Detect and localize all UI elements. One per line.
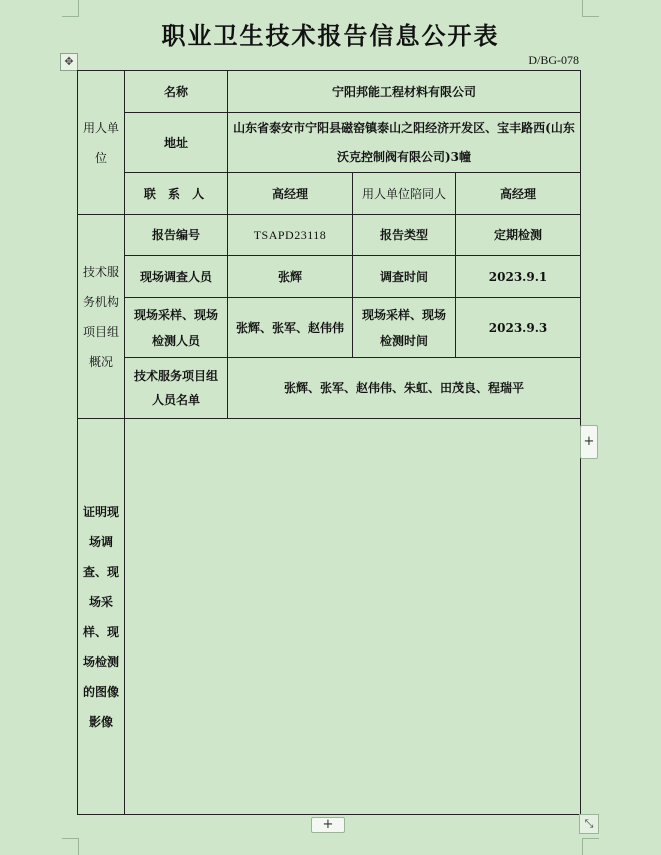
page-corner-mark	[62, 0, 79, 17]
sampling-time-label: 现场采样、现场检测时间	[353, 298, 456, 358]
evidence-image-area[interactable]	[125, 419, 581, 815]
page-corner-mark	[62, 838, 79, 855]
members-label: 技术服务项目组人员名单	[125, 358, 228, 419]
name-label: 名称	[125, 71, 228, 113]
page-corner-mark	[582, 0, 599, 17]
survey-staff-value[interactable]: 张辉	[228, 256, 353, 298]
add-column-icon[interactable]: +	[580, 425, 598, 459]
contact-label: 联 系 人	[125, 173, 228, 215]
address-value[interactable]: 山东省泰安市宁阳县磁窑镇泰山之阳经济开发区、宝丰路西(山东沃克控制阀有限公司)3幢	[228, 113, 581, 173]
page-corner-mark	[582, 838, 599, 855]
sampling-time-value[interactable]: 2023.9.3	[456, 298, 581, 358]
escort-value[interactable]: 高经理	[456, 173, 581, 215]
survey-time-label: 调查时间	[353, 256, 456, 298]
sampling-staff-value[interactable]: 张辉、张军、赵伟伟	[228, 298, 353, 358]
escort-label: 用人单位陪同人	[353, 173, 456, 215]
report-no-label: 报告编号	[125, 215, 228, 256]
table-resize-icon[interactable]: ⤡	[579, 814, 599, 834]
survey-staff-label: 现场调查人员	[125, 256, 228, 298]
contact-value[interactable]: 高经理	[228, 173, 353, 215]
table-move-icon[interactable]: ✥	[60, 53, 78, 71]
add-row-icon[interactable]: +	[311, 817, 345, 833]
address-label: 地址	[125, 113, 228, 173]
info-table	[77, 70, 581, 815]
document-number: D/BG-078	[528, 53, 579, 67]
page-title: 职业卫生技术报告信息公开表	[161, 21, 500, 50]
survey-time-value[interactable]: 2023.9.1	[456, 256, 581, 298]
employer-section-label: 用人单位	[78, 71, 125, 215]
report-no-value[interactable]: TSAPD23118	[228, 215, 353, 256]
service-section-label: 技术服务机构项目组概况	[78, 215, 125, 419]
evidence-section-label: 证明现场调查、现场采样、现场检测的图像影像	[78, 419, 125, 815]
report-type-value[interactable]: 定期检测	[456, 215, 581, 256]
report-type-label: 报告类型	[353, 215, 456, 256]
name-value[interactable]: 宁阳邦能工程材料有限公司	[228, 71, 581, 113]
members-value[interactable]: 张辉、张军、赵伟伟、朱虹、田茂良、程瑞平	[228, 358, 581, 419]
sampling-staff-label: 现场采样、现场检测人员	[125, 298, 228, 358]
